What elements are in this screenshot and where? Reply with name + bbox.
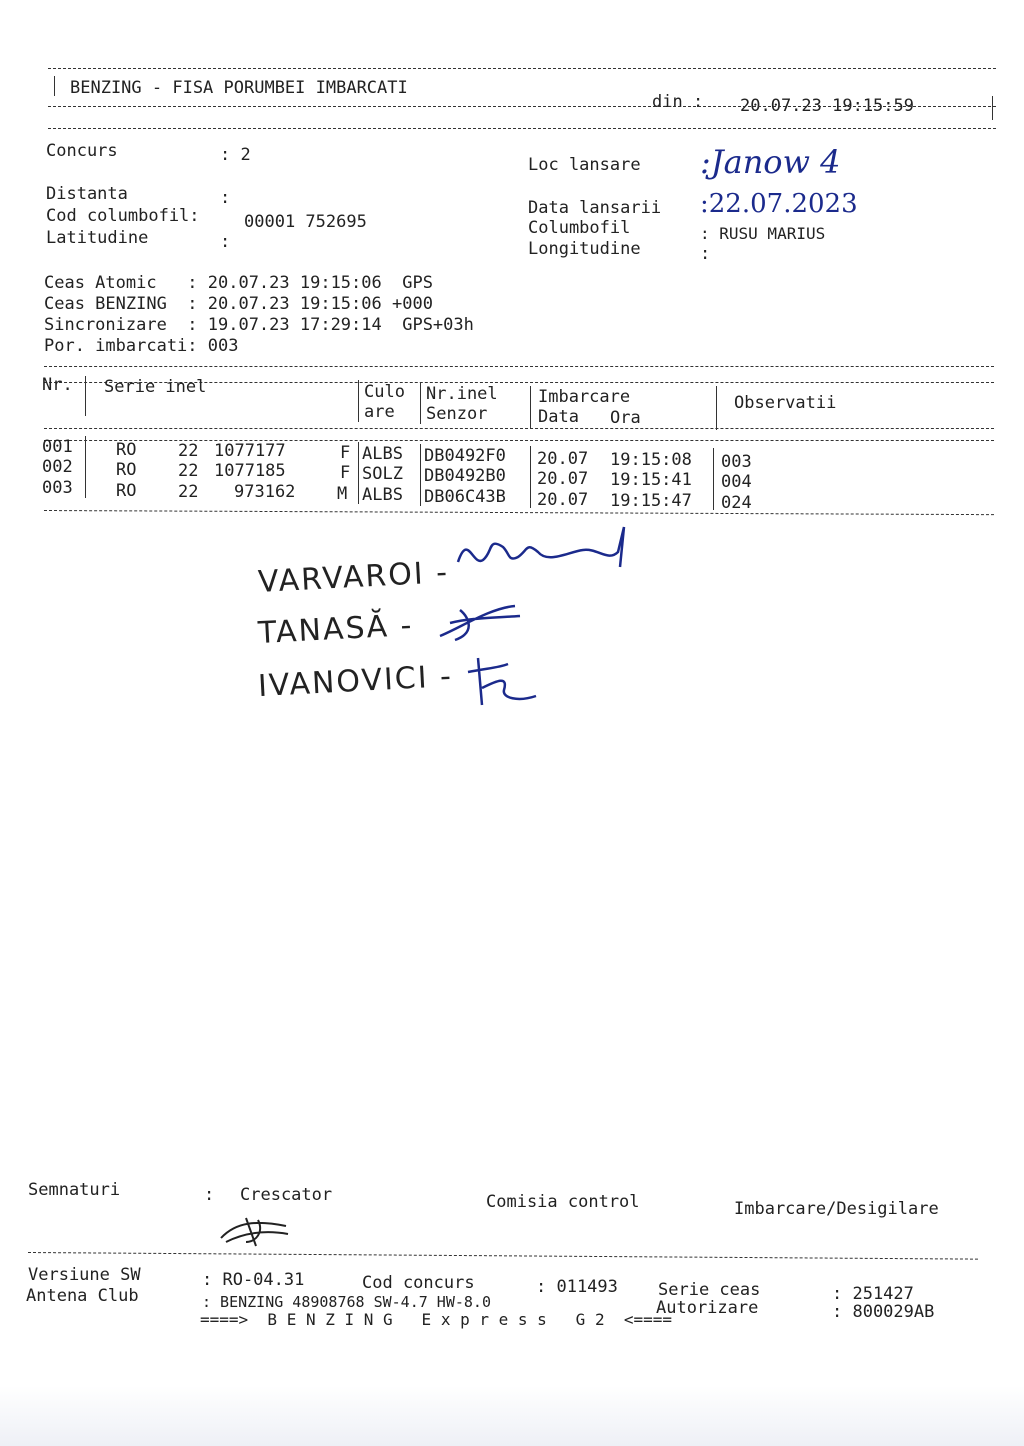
handwritten-name-1: VARVAROI - [257,555,450,600]
footer-top-dashed-line [28,1252,978,1260]
handwritten-name-2: TANASĂ - [257,607,415,652]
cod-columbofil-value: 00001 752695 [244,212,367,232]
ceas-atomic-line: Ceas Atomic : 20.07.23 19:15:06 GPS [44,273,433,293]
header-serie-inel: Serie inel [104,377,207,397]
top-dashed-line [48,68,996,69]
table-bottom-dashed-line [44,510,994,515]
col-sep-nrinel [530,386,531,428]
row-1-ora: 19:15:08 [610,450,692,470]
header-data: Data [538,407,579,427]
row-2-sex: F [340,463,351,483]
row-1-inel: 1077177 [214,441,286,461]
loc-lansare-label: Loc lansare [528,155,641,175]
autorizare-label: Autorizare [656,1298,759,1318]
scan-shadow [0,1386,1024,1446]
header-right-bar [992,96,993,120]
signature-1 [448,522,638,582]
row-3-obs: 024 [721,493,752,513]
semnaturi-colon: : [204,1185,215,1205]
row-1-obs: 003 [721,452,752,472]
comisia-control-label: Comisia control [486,1192,640,1212]
signature-2 [430,598,530,648]
antena-club-label: Antena Club [26,1286,139,1306]
row-sep-senzor [420,444,421,506]
row-3-tara: RO [116,481,137,501]
handwritten-name-3: IVANOVICI - [257,658,454,705]
row-3-senzor: DB06C43B [424,487,506,507]
imbarcare-desigilare-label: Imbarcare/Desigilare [734,1199,939,1219]
row-2-ora: 19:15:41 [610,470,692,490]
header-bottom-dashed-line-2 [48,128,996,129]
row-3-data: 20.07 [537,490,589,510]
concurs-label: Concurs [46,141,118,161]
row-1-sex: F [340,443,351,463]
row-2-data: 20.07 [537,469,589,489]
document-title: BENZING - FISA PORUMBEI IMBARCATI [70,78,408,98]
row-3-culoare: ALBS [362,485,403,505]
col-sep-serie [358,380,359,422]
row-2-tara: RO [116,460,137,480]
cod-concurs-label: Cod concurs [362,1273,475,1293]
cod-concurs-value: : 011493 [536,1277,618,1297]
benzing-express-brand: ====> B E N Z I N G E x p r e s s G 2 <==== [200,1310,673,1329]
row-2-an: 22 [178,461,199,481]
serie-ceas-label: Serie ceas [658,1280,761,1300]
semnaturi-label: Semnaturi [28,1180,121,1200]
row-1-an: 22 [178,441,199,461]
longitudine-label: Longitudine [528,239,641,259]
cod-columbofil-label: Cod columbofil: [46,206,200,226]
header-culo: Culo [364,382,405,402]
header-senzor: Senzor [426,404,488,424]
concurs-value: : 2 [220,145,251,165]
longitudine-value: : [700,244,711,264]
crescator-label: Crescator [240,1185,333,1205]
col-sep-nr [85,376,86,416]
table-header-bottom-dashed-line [44,428,994,429]
distanta-value: : [220,188,231,208]
row-1-senzor: DB0492F0 [424,446,506,466]
row-2-culoare: SOLZ [362,464,403,484]
serie-ceas-value: : 251427 [832,1284,914,1304]
row-2-senzor: DB0492B0 [424,466,506,486]
col-sep-culo [420,382,421,424]
col-sep-imbarcare [716,386,717,430]
data-lansarii-handwritten-value: :22.07.2023 [700,189,858,219]
header-imbarcare: Imbarcare [538,387,631,407]
row-3-inel: 973162 [234,482,296,502]
versiune-label: Versiune SW [28,1265,141,1285]
crescator-signature [216,1212,296,1252]
autorizare-value: : 800029AB [832,1302,935,1322]
row-1-tara: RO [116,440,137,460]
row-2-obs: 004 [721,472,752,492]
header-are: are [364,402,395,422]
latitudine-label: Latitudine [46,228,149,248]
row-3-nr: 003 [42,478,73,498]
header-ora: Ora [610,408,641,428]
distanta-label: Distanta [46,184,128,204]
row-2-nr: 002 [42,457,73,477]
row-2-inel: 1077185 [214,461,286,481]
data-lansarii-label: Data lansarii [528,198,662,218]
row-sep-culo [358,442,359,504]
signature-3 [458,650,548,710]
din-value: 20.07.23 19:15:59 [740,96,914,116]
sincronizare-line: Sincronizare : 19.07.23 17:29:14 GPS+03h [44,315,474,335]
header-observatii: Observatii [734,393,837,413]
por-imbarcati-line: Por. imbarcati: 003 [44,336,239,356]
din-label: din : [652,92,704,112]
columbofil-label: Columbofil [528,218,631,238]
header-bottom-dashed-line [48,106,996,107]
versiune-value: : RO-04.31 [202,1270,305,1290]
row-sep-nr [85,436,86,498]
table-top-dashed-line [44,366,994,367]
header-left-bar [54,76,55,96]
row-3-an: 22 [178,482,199,502]
row-sep-imbarcare [530,446,531,508]
header-nr: Nr. [42,375,73,395]
row-3-ora: 19:15:47 [610,491,692,511]
row-1-culoare: ALBS [362,444,403,464]
latitudine-value: : [220,232,231,252]
row-1-nr: 001 [42,437,73,457]
antena-club-value: : BENZING 48908768 SW-4.7 HW-8.0 [202,1293,491,1311]
columbofil-value: : RUSU MARIUS [700,224,826,243]
loc-lansare-handwritten-value: :Janow 4 [700,143,841,181]
row-sep-obs [713,448,714,510]
row-1-data: 20.07 [537,449,589,469]
ceas-benzing-line: Ceas BENZING : 20.07.23 19:15:06 +000 [44,294,433,314]
header-nrinel: Nr.inel [426,384,498,404]
row-3-sex: M [337,484,348,504]
